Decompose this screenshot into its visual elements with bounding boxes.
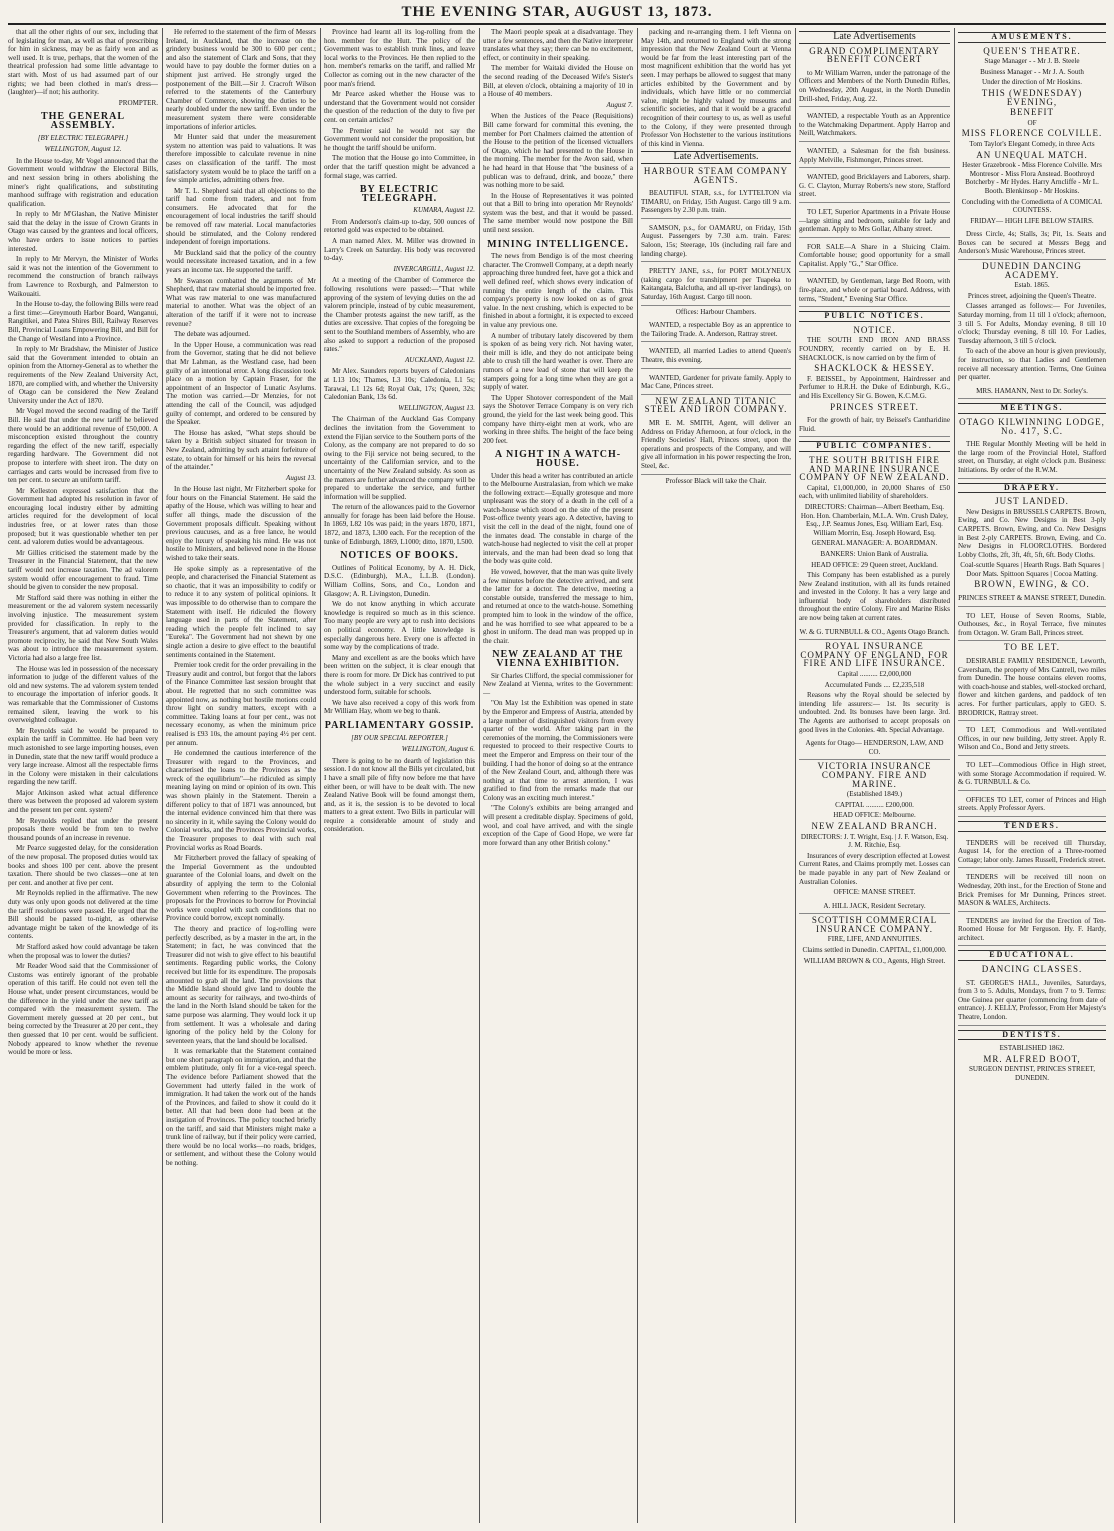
article-paragraph: Mr Reynolds replied in the affirmative. The new duty was only upon goods not delivered at the time the tariff resolutions were passed. He urged that the Bill should be passed to-night, as otherwise advantage might be taken of the knowledge of its contents.	[8, 889, 158, 941]
advertisement: THE SOUTH END IRON AND BRASS FOUNDRY, recently carried on by E. H. SHACKLOCK, is now carried on by the firm of	[799, 336, 950, 362]
ad-heading: DUNEDIN DANCING ACADEMY.	[982, 261, 1082, 280]
advertisement: TO LET, Commodious and Well-ventilated Offices, in our new building, Jetty street. Apply R. Wilson and Co., Bond and Jetty streets.	[958, 723, 1106, 756]
bankers: BANKERS: Union Bank of Australia.	[820, 549, 929, 558]
firm-name: BROWN, EWING, & CO.	[974, 579, 1090, 590]
ad-heading: JUST LANDED.	[995, 496, 1069, 507]
article-paragraph: that all the other rights of our sex, including that of legislating for man, as well as that of prescribing for him in sickness, may be as fairly won and as well used. It is true, perhaps, that the women of the theatrical profession had some little advantage to start with. Most of us had assumed part of our rights; we had been clothed in man's dress—(laughter)—if not; his authority.	[8, 28, 158, 97]
advertisement: Reasons why the Royal should be selected by intending life assurers:— 1st. Its security is undoubted. 2nd. Its bonuses have been large. 3rd. The Agents are authorised to accept proposals on good lives in the Colonies. 4th. Special Advantage.	[799, 691, 950, 734]
article-paragraph: The Premier said he would not say the Government would not consider the proposition, but he thought the tariff should be uniform.	[324, 126, 475, 152]
advertisement: WANTED, a respectable Boy as an apprentice to the Tailoring Trade. A. Anderson, Rattray street.	[641, 318, 791, 342]
article-paragraph: The Maori people speak at a disadvantage. They utter a few sentences, and then the Native interpreter translates what they say; there can be no excitement, effect, or continuity in their speaking.	[483, 28, 633, 62]
article-paragraph: From Anderson's claim-up to-day, 500 ounces of retorted gold was expected to be obtained.	[324, 217, 475, 235]
section-heading: DRAPERY.	[958, 483, 1106, 494]
column-3	[324, 28, 475, 1523]
advertisement: SURGEON DENTIST, PRINCES STREET, DUNEDIN.	[968, 1065, 1096, 1082]
section-heading: AMUSEMENTS.	[958, 32, 1106, 43]
ad-heading: THE SOUTH BRITISH FIRE AND MARINE INSURANCE COMPANY OF NEW ZEALAND.	[799, 454, 950, 483]
article-paragraph: When the Justices of the Peace (Requisitions) Bill came forward for committal this evening, the member for Port Chalmers claimed the attention of the House to the petition of the licensed victuallers of Otago, which he had presented to the House in the morning. The member for the Avon said, when he had heard in that House that "the business of a publican was to defraud, drink, and booze," there was nothing more to be said.	[483, 112, 633, 190]
article-paragraph: In the House to-day, Mr Vogel announced that the Government would withdraw the Electoral Bills, and next session bring in others abolishing the miner's right qualifications, and substituting manhood suffrage with registration and education qualification.	[8, 156, 158, 208]
advertisement: WANTED, Gardener for private family. Apply to Mac Cane, Princes street.	[641, 371, 791, 395]
column-4	[483, 28, 633, 1523]
dateline: KUMARA, August 12.	[413, 206, 475, 215]
address: OFFICE: MANSE STREET.	[833, 888, 916, 897]
article-paragraph: The debate was adjourned.	[174, 330, 251, 339]
byline: [BY ELECTRIC TELEGRAPH.]	[37, 133, 129, 142]
dateline: August 13.	[286, 473, 316, 482]
section-heading: EDUCATIONAL.	[958, 950, 1106, 961]
article-paragraph: The House was led in possession of the necessary information to judge of the different values of the old and new systems. The ad valorem system tended to encourage the importation of inferior goods. It was remarkable that the Commissioner of Customs remained silent, leaving the work to his overweighted colleague.	[8, 664, 158, 725]
article-paragraph: Mr Pearce asked whether the House was to understand that the Government would not consider the question of the reduction of the duty to five per cent. on certain articles?	[324, 90, 475, 124]
ad-heading: MR. ALFRED BOOT,	[983, 1053, 1081, 1064]
article-paragraph: He referred to the statement of the firm of Messrs Ireland, in Auckland, that the increase on the grindery business would be 300 to 600 per cent.; and also the statement of Clark and Sons, that they would have to pay double the former duties on a shipment just arrived. He strongly urged the postponement of the Bill.—Sir J. Cracroft Wilson referred to the statements of the Canterbury Chamber of Commerce, showing the duties to be nearly doubled under the new tariff. Even under the measurement system there were considerable importations of inferior articles.	[166, 28, 316, 131]
column-6	[799, 28, 950, 1523]
article-paragraph: Mr Fitzherbert proved the fallacy of speaking of the Imperial Government as the undoubted guarantee of the Colonial loans, and dwelt on the absurdity of applying the term to the Colonial Government when referring to the Provinces. The proposals for the Provinces to borrow for Provincial works were coupled with such conditions that no Province could borrow, except nominally.	[166, 854, 316, 923]
agents: WILLIAM BROWN & CO., Agents, High Street.	[803, 956, 946, 965]
advertisement: WANTED, a respectable Youth as an Apprentice to the Watchmaking Department. Apply Harrop and Neill, Watchmakers.	[799, 109, 950, 142]
advertisement: TO LET—Commodious Office in High street, with some Storage Accommodation if required. W. & G. TURNBULL & Co.	[958, 758, 1106, 791]
capital: CAPITAL .......... £200,000.	[835, 800, 914, 809]
article-paragraph: We do not know anything in which accurate knowledge is required so much as in this science. Too many people are very apt to rush into decisions on political economy. A little knowledge is especially dangerous here. Every one is affected in some way by the complications of trade.	[324, 600, 475, 652]
firm-name: SHACKLOCK & HESSEY.	[814, 363, 935, 374]
article-paragraph: "On May 1st the Exhibition was opened in state by the Emperor and Empress of Austria, attended by a large number of distinguished visitors from every quarter of the world. After taking part in the ceremonies of the morning, the Commissioners were requested to proceed to their respective Courts to meet the Emperor and Empress on their tour of the building. I had the honor of doing so at the entrance of the New Zealand Court, and, although there was nothing at that time to arrest attention, I was gratified to find from the remarks made that our Colony was an exciting much interest."	[483, 699, 633, 802]
column-7	[958, 28, 1106, 1523]
section-heading: PARLIAMENTARY GOSSIP.	[324, 719, 475, 731]
article-paragraph: Under this head a writer has contributed an article to the Melbourne Australasian, from which we make the following extract:—Equally grotesque and more unpleasant was the story of a death in the cell of a watch-house which stood on the site of the present Post-office twenty years ago. A detective, having to visit the cell in the dead of the night, found one of the inmates dead. The constable in charge of the watch-house had neglected to visit the cell at proper intervals, and the man had been dead so long that the body was quite cold.	[483, 471, 633, 566]
byline: [BY OUR SPECIAL REPORTER.]	[351, 733, 448, 742]
dateline: WELLINGTON, August 13.	[398, 403, 475, 412]
article-paragraph: He spoke simply as a representative of the people, and characterised the Financial Statement as so chaotic, that it was an impossibility to codify or to reduce it to any system of political opinions. It was impossible to do otherwise than to compare the Statement with itself. He ridiculed the flowery language used in parts of the Statement, after reading which the people felt inclined to say "Eureka". The Government had not shewn by one single action a desire to give effect to the beautiful sentiments contained in the Statement.	[166, 564, 316, 659]
advertisement: Classes arranged as follows:— For Juveniles, Saturday morning, from 11 till 1 o'clock; afternoon, 3 till 5. For Adults, Monday evening, 8 till 10 o'clock; Thursday evening, 8 till 10. For Ladies, Tuesday afternoon, 3 till 5 o'clock.	[958, 302, 1106, 345]
advertisement: New Designs in BRUSSELS CARPETS. Brown, Ewing, and Co. New Designs in Best 3-ply CARPETS. Brown, Ewing, and Co. New Designs in Best 2-ply CARPETS. Brown, Ewing, and Co. New Designs in FLOORCLOTHS. Bordered Lobby Cloths, 2ft, 3ft, 4ft, 5ft, 6ft. Body Cloths.	[958, 507, 1106, 559]
advertisement: Claims settled in Dunedin. CAPITAL, £1,000,000.	[802, 946, 947, 955]
section-heading: TENDERS.	[958, 821, 1106, 832]
article-paragraph: Mr Reynolds replied that under the present proposals there would be from ten to twelve thousand pounds of an increase in revenue.	[8, 816, 158, 842]
advertisement: Insurances of every description effected at Lowest Current Rates, and Claims promptly met. Losses can be made payable in any part of New Zealand or Australian Colonies.	[799, 851, 950, 886]
article-paragraph: "The Colony's exhibits are being arranged and will present a creditable display. Specimens of gold, wool, and coal have arrived, and with the single exception of the Cape of Good Hope, we were far more forward than any other British colony."	[483, 804, 633, 847]
capital: Capital .......... £2,000,000	[837, 670, 912, 679]
dateline: AUCKLAND, August 12.	[405, 355, 475, 364]
section-heading: THE GENERAL ASSEMBLY.	[40, 111, 126, 131]
article-paragraph: Mr T. L. Shepherd said that all objections to the tariff had come from traders, and not from consumers. He advocated that for the encouragement of local industries the tariff should be removed off raw material. Local manufactories should be stimulated, and the Colony rendered independent of foreign importations.	[166, 186, 316, 247]
article-paragraph: Mr Stafford said there was nothing in either the measurement or the ad valorem system necessarily involving injustice. The measurement system provided for classification. In reply to the Treasurer's argument, that ad valorem duties would promote reciprocity, he said that New South Wales was about to introduce the measurement system. Victoria had also a large free list.	[8, 593, 158, 662]
section-heading: NEW ZEALAND AT THE VIENNA EXHIBITION.	[492, 649, 624, 669]
advertisement: F. BEISSEL, by Appointment, Hairdresser and Perfumer to H.R.H. the Duke of Edinburgh, K.G., and His Excellency Sir G. Bowen, K.C.M.G.	[799, 374, 950, 400]
article-paragraph: He condemned the cautious interference of the Treasurer with regard to the Provinces, and characterised the loans to the Provinces as "the wreck of the equilibrium"—he ridiculed as simply meaning laying on mind or opinion of its own. This was shown plainly in the Statement. Therein a different policy to that of 1871 was announced, but the internal evidence convinced him that there was no sincerity in it, while saying the Colony would do Colonial works, and the Provinces Provincial works, the Treasurer proposes to deal with such real Provincial works as Road Boards.	[166, 749, 316, 852]
masthead: THE EVENING STAR, AUGUST 13, 1873.	[401, 4, 713, 20]
article-paragraph: Mr Swanson combatted the arguments of Mr Shepherd, that raw material should be imported free. What was raw material to one was manufactured material to another. What was the object of an alteration of the tariff if it were not to increase revenue?	[166, 276, 316, 328]
article-paragraph: Mr Reader Wood said that the Commissioner of Customs was entirely ignorant of the probable operation of this tariff. He could not even tell the House what, under present circumstances, would be the difference in the yield under the new tariff as compared with the measurement system. The Government merely guessed at 20 per cent., but being corrected by the Treasurer at 20 per cent., they then guessed that 10 per cent. would be sufficient. Nobody appeared to know whether the revenue would be more or less.	[8, 962, 158, 1057]
column-2	[166, 28, 316, 1523]
ad-signature: MRS. HAMANN, Next to Dr. Sorley's.	[958, 384, 1106, 400]
agents: A. HILL JACK, Resident Secretary.	[799, 899, 950, 915]
article-paragraph: The member for Waitaki divided the House on the second reading of the Deceased Wife's Sister's Bill, at eleven o'clock, obtaining a majority of 10 in a House of 40 members.	[483, 64, 633, 99]
ad-signature: Professor Black will take the Chair.	[665, 476, 767, 485]
play-title: AN UNEQUAL MATCH.	[976, 149, 1088, 160]
section-heading: PUBLIC COMPANIES.	[799, 441, 950, 452]
column-divider	[320, 28, 321, 1523]
column-divider	[162, 28, 163, 1523]
beneficiary: MISS FLORENCE COLVILLE.	[961, 128, 1103, 139]
advertisement: PRETTY JANE, s.s., for PORT MOLYNEUX (taking cargo for transhipment per Tuapeka to Kaitangata, Balclutha, and all up-river landings), on Saturday, 16th August. Cargo till noon.	[641, 264, 791, 305]
ad-heading: QUEEN'S THEATRE.	[983, 45, 1081, 56]
article-paragraph: In the House of Representatives it was pointed out that a Bill to bring into operation Mr Reynolds' system was the best, and that it would be passed. The same member would now postpone the Bill until next session.	[483, 191, 633, 235]
benefit: BENEFIT	[1010, 107, 1054, 118]
address: Princes street, adjoining the Queen's Theatre.	[967, 291, 1097, 300]
column-divider	[479, 28, 480, 1523]
advertisement: TENDERS are invited for the Erection of Ten-Roomed House for Mr Ferguson. Hy. F. Hardy, architect.	[958, 914, 1106, 947]
article-paragraph: The news from Bendigo is of the most cheering character. The Cromwell Company, at a depth nearly approaching three hundred feet, have got a thick and well defined reef, which shows every indication of running the entire length of the claim. This company's property is now looked on as of great value. In the next crushing, which is expected to be finished in about a fortnight, it is expected to exceed in value any previous one.	[483, 252, 633, 329]
play-description: Tom Taylor's Elegant Comedy, in three Acts	[969, 139, 1095, 148]
article-paragraph: In the House to-day, the following Bills were read a first time:—Greymouth Harbor Board, Wanganui, Rangitikei, and Patea Shires Bill, Railway Reserves Bill, Provincial Loans Empowering Bill, and Bill for the Change of Westland into a Province.	[8, 300, 158, 343]
article-signature: PROMPTER.	[118, 98, 158, 107]
ad-heading: DANCING CLASSES.	[981, 964, 1083, 975]
evening: THIS (WEDNESDAY) EVENING,	[981, 87, 1083, 107]
stage-manager: Stage Manager - - Mr J. B. Steele	[984, 57, 1080, 66]
section-heading: DENTISTS.	[958, 1030, 1106, 1041]
advertisement: TO LET, House of Seven Rooms, Stable, Outhouses, &c., in Royal Terrace, five minutes from Octagon. W. Gram Ball, Princes street.	[958, 609, 1106, 642]
article-paragraph: We have also received a copy of this work from Mr William Hay, whom we beg to thank.	[324, 698, 475, 716]
section-heading: MINING INTELLIGENCE.	[487, 238, 629, 250]
advertisement: WANTED, a Salesman for the fish business. Apply Melville, Fishmonger, Princes street.	[799, 144, 950, 168]
article-paragraph: Mr Buckland said that the policy of the country would necessitate increased taxation, and in a few years an income tax. He supported the tariff.	[166, 248, 316, 275]
article-paragraph: He vowed, however, that the man was quite lively a few minutes before the detective arrived, and sent the latter for a doctor. The detective, meeting a constable outside, transferred the message to him, and returned at once to the watch-house. Something prompted him to look in the window of the office, and he was horrified to see what appeared to be a ghost in uniform. The dead man was propped up in the chair.	[483, 568, 633, 645]
directors: DIRECTORS: Chairman—Albert Beetham, Esq. Hon. Hon. Chamberlain, M.L.A. Wm. Crush Daley, Esq., J.P. Seamus Jones, Esq. William Earl, Esq. William Morrin, Esq. Joseph Howard, Esq.	[800, 502, 949, 537]
dateline: WELLINGTON, August 6.	[401, 745, 475, 754]
section-heading: Late Advertisements.	[641, 151, 791, 164]
article-paragraph: The theory and practice of log-rolling were perfectly described, as by a master in the art, in the Statement; in fact, he was convinced that the Treasurer did not wish to give effect to his beautiful sentiments. Regarding public works, the Colony received but little for its expenditure. The proposals amounted to grab all the land. The provisions that the Middle Island should give land to double the amount as security for railways, and two-thirds of the land in the North Island should be taken for the same purpose was alarming. They would lock it up from settlement. It was a wholesale and daring ignoring of the policy held by the Colony for seventeen years, that the land should be localised.	[166, 924, 316, 1045]
article-paragraph: Mr Stafford asked how could advantage be taken when the proposal was to lower the duties?	[8, 942, 158, 960]
manager: GENERAL MANAGER: A. BOARDMAN.	[811, 539, 938, 548]
advertisement: WANTED, all married Ladies to attend Queen's Theatre, this evening.	[641, 344, 791, 368]
dateline: WELLINGTON, August 12.	[44, 145, 122, 154]
ad-heading: HARBOUR STEAM COMPANY AGENTS.	[643, 165, 789, 185]
advertisement: to Mr William Warren, under the patronage of the Officers and Members of the North Dunedin Rifles, on Wednesday, 20th August, in the North Dunedin Drill-shed, Friday, Aug. 22.	[799, 66, 950, 107]
advertisement: TENDERS will be received till noon on Wednesday, 20th inst., for the Erection of Stone and Brick Premises for Mr Dunning, Princes street. MASON & WALES, Architects.	[958, 870, 1106, 911]
advertisement: OFFICES TO LET, corner of Princes and High streets. Apply Professor Ayers.	[958, 793, 1106, 817]
conclusion: Concluding with the Comedietta of A COMICAL COUNTESS.	[961, 197, 1103, 215]
article-paragraph: There is going to be no dearth of legislation this session. I do not know all the Bills yet circulated, but I have a small pile of fifty now before me that have either been, or will have to be dealt with. The new Zealand Native Book will be found amongst them, and, as it is, the session is to be devoted to local matters to a great extent. Two Bills in particular will require a considerable amount of study and consideration.	[324, 756, 475, 834]
advertisement: This Company has been established as a purely New Zealand institution, with all its funds retained and invested in the Colony. It has a very large and influential body of shareholders distributed throughout the entire Colony. Fire and Marine Risks are now being taken at current rates.	[799, 571, 950, 623]
established: (Established 1849.)	[846, 790, 903, 799]
article-paragraph: In reply to Mr Bradshaw, the Minister of Justice said that the Government intended to obtain an opinion from the Attorney-General as to whether the requirements of the New Zealand University Act, 1870, are complied with, and whether the University of Otago can be considered the New Zealand University under the Act of 1870.	[8, 345, 158, 405]
article-paragraph: The Chairman of the Auckland Gas Company declines the invitation from the Government to extend the Fijian service to the Southern ports of the Colony, as the company are not prepared to do so owing to the Fiji service not being secured, to the uncertainty of the Californian service, and to the uncertainty of the New Zealand subsidy. As soon as the matters are further advanced the company will be prepared to undertake the service, and further information will be supplied.	[324, 415, 475, 501]
prices: Dress Circle, 4s; Stalls, 3s; Pit, 1s. Seats and Boxes can be secured at Messrs Begg and Anderson's Music Warehouse, Princes street.	[958, 227, 1106, 260]
article-paragraph: Mr Pearce suggested delay, for the consideration of the new proposal. The proposed duties would tax books and shoes 100 per cent. above the present taxation. There should be two classes—one at ten per cent. and another at five per cent.	[8, 844, 158, 887]
section-heading: Late Advertisements	[799, 31, 950, 44]
ad-heading: TO BE LET.	[1004, 642, 1060, 653]
agents: Agents for Otago— HENDERSON, LAW, AND CO.	[799, 736, 950, 760]
ad-signature: Offices: Harbour Chambers.	[675, 307, 757, 316]
advertisement: SAMSON, p.s., for OAMARU, on Friday, 15th August. Passengers by 7.30 a.m. train. Fares: Saloon, 15s; Steerage, 10s (including rail fare and landing charge).	[641, 221, 791, 262]
advertisement: Coal-scuttle Squares | Hearth Rugs. Bath Squares | Door Mats. Spittoon Squares | Cocoa Matting.	[960, 561, 1104, 578]
article-paragraph: Mr Vogel moved the second reading of the Tariff Bill. He said that under the new tariff he believed there would be an additional revenue of £50,000. A misconception existed throughout the country regarding the effect of the new tariff, especially regarding hardware. The Government did not propose to interfere with sheet iron. The duty on carriages and carts would be increased from five to ten per cent. to secure an uniform tariff.	[8, 407, 158, 485]
ad-heading: NEW ZEALAND TITANIC STEEL AND IRON COMPANY.	[644, 395, 788, 415]
section-heading: A NIGHT IN A WATCH-HOUSE.	[494, 449, 622, 469]
advertisement: ST. GEORGE'S HALL, Juveniles, Saturdays, from 3 to 5. Adults, Mondays, from 7 to 9. Terms: One Guinea per quarter (commencing from date of entrance). J. KELLY, Professor, From Her Majesty's Theatre, London.	[958, 976, 1106, 1026]
head-office: HEAD OFFICE: 29 Queen street, Auckland.	[811, 560, 938, 569]
ad-heading: ROYAL INSURANCE COMPANY OF ENGLAND, FOR FIRE AND LIFE INSURANCE.	[800, 641, 949, 669]
address: PRINCES STREET & MANSE STREET, Dunedin.	[958, 591, 1106, 607]
section-heading: MEETINGS.	[958, 403, 1106, 414]
advertisement: DESIRABLE FAMILY RESIDENCE, Leworth, Caversham, the property of Mrs Cantrell, two miles from Dunedin. The house contains eleven rooms, with coach-house and stables, well-stocked orchard, flower and kitchen gardens, and paddock of ten acres. For further particulars, apply to GEO. S. BRODRICK, Rattray street.	[958, 654, 1106, 721]
advertisement: BEAUTIFUL STAR, s.s., for LYTTELTON via TIMARU, on Friday, 15th August. Cargo till 9 a.m. Passengers by 2.30 p.m. train.	[641, 186, 791, 219]
column-5	[641, 28, 791, 1523]
dateline: August 7.	[606, 100, 633, 109]
of-label: OF	[1027, 118, 1037, 127]
ad-heading: VICTORIA INSURANCE COMPANY. FIRE AND MARINE.	[817, 761, 932, 789]
article-paragraph: Many and excellent as are the books which have been written on the subject, it is clear enough that there is room for more. Dr Dick has contrived to put the whole subject in a very succinct and easily understood form, suitable for schools.	[324, 653, 475, 697]
article-paragraph: The motion that the House go into Committee, in order that the tariff question might be advanced a formal stage, was carried.	[324, 154, 475, 180]
article-paragraph: The House has asked, "What steps should be taken by a British subject situated for treason in New Zealand, admitting by such attaint forfeiture of estate, to obtain for himself or his heirs the reversal of the attainder."	[166, 428, 316, 472]
section-heading: BY ELECTRIC TELEGRAPH.	[359, 184, 440, 204]
article-paragraph: Mr Gillies criticised the statement made by the Treasurer in the Financial Statement, that the new tariff would not increase taxation. The ad valorem system would offer encouragement to fraud. Time should be given to consider the new proposal.	[8, 548, 158, 592]
article-paragraph: In reply to Mr M'Glashan, the Native Minister said that the delay in the issue of Crown Grants in Otago was caused by the grantees and local officers, who have orders to issue notices to parties interested.	[8, 210, 158, 253]
advertisement: TO LET, Superior Apartments in a Private House—large sitting and bedroom, suitable for lady and gentleman. Apply to Mrs Gollar, Albany street.	[799, 205, 950, 238]
funds: Accumulated Funds .... £2,235,518	[824, 680, 925, 689]
masthead-rule	[8, 23, 1106, 25]
column-divider	[954, 28, 955, 1523]
advertisement: WANTED, good Bricklayers and Laborers, sharp. G. C. Clayton, Murray Roberts's new store, Stafford street.	[799, 170, 950, 203]
advertisement: WANTED, by Gentleman, large Bed Room, with fire-place, and whole or partial board. Address, with terms, "Student," Evening Star Office.	[799, 274, 950, 307]
article-paragraph: packing and re-arranging them. I left Vienna on May 14th, and returned to England with the strong impression that the New Zealand Court at Vienna would be far from the least interesting part of the most magnificent exhibition that the world has yet seen. I may perhaps be allowed to suggest that many articles exhibited by the Government and by individuals, which have little or no commercial value, might be highly valued by museums and scientific societies, and that it would be a graceful recognition of their courtesy to us, as well as useful to the Colony, if they were presented through Professor Von Hochstetter to the various institutions of this kind in Vienna.	[641, 28, 791, 148]
column-divider	[637, 28, 638, 1523]
article-paragraph: Outlines of Political Economy, by A. H. Dick, D.S.C. (Edinburgh), M.A., L.L.B. (London). William Collins, Sons, and Co., London and Glasgow; A. R. Livingston, Dunedin.	[324, 563, 475, 598]
advertisement: To each of the above an hour is given previously, for instruction, so that Ladies and Gentlemen receive all necessary attention. Terms, One Guinea per quarter.	[958, 347, 1106, 382]
article-paragraph: In reply to Mr Mervyn, the Minister of Works said it was not the intention of the Government to recommend the construction of branch railways from Lawrence to Roxburgh, and Palmerston to Waikouaiti.	[8, 255, 158, 298]
friday-bill: FRIDAY— HIGH LIFE BELOW STAIRS.	[970, 216, 1094, 225]
section-heading: PUBLIC NOTICES.	[799, 311, 950, 322]
article-paragraph: In the House last night, Mr Fitzherbert spoke for four hours on the Financial Statement. He said the apathy of the House, which was willing to hear and suffer all things, made the discussion of the Government proposals difficult. Speaking without previous caucuses, and as a free lance, he would enjoy the luxury of speaking his mind. He was not hostile to Ministers, and believed none in the House wished to take their seats.	[166, 485, 316, 563]
column-divider	[795, 28, 796, 1523]
ad-heading: NOTICE.	[853, 324, 896, 335]
advertisement: MR E. M. SMITH, Agent, will deliver an Address on Friday Afternoon, at four o'clock, in the Friendly Societies' Hall, Princes street, upon the operations and prospects of the Company, and will give all information in his power respecting the Iron, Steel, &c.	[641, 416, 791, 475]
head-office: HEAD OFFICE: Melbourne.	[833, 811, 916, 820]
advertisement: TENDERS will be received till Thursday, August 14, for the erection of a Three-roomed Cottage; labor only. James Russell, Frederick street.	[958, 836, 1106, 869]
directors: DIRECTORS: J. T. Wright, Esq. | J. F. Watson, Esq. J. M. Ritchie, Esq.	[800, 832, 949, 850]
article-paragraph: It was remarkable that the Statement contained but one short paragraph on immigration, and that the emblem plutitude, only fit for a vice-regal speech. The evidence before Parliament showed that the Government had utterly failed in the work of immigration. It had taken the work out of the hands of the Provinces, and failed to show it could do it better. All that had been done had been at the instigation of Provinces. The policy touched briefly on the tariff, and said that Ministers might make a trunk line of railway, but if their policy were carried, there would be no local works—no roads, bridges, or settlement, and without these the Colony would be nothing.	[166, 1047, 316, 1167]
article-paragraph: A man named Alex. M. Miller was drowned in Larry's Creek on Saturday. His body was recovered to-day.	[324, 237, 475, 263]
agents: W. & G. TURNBULL & CO., Agents Otago Branch.	[799, 625, 950, 641]
direction: Under the direction of Mr Hoskins.	[981, 78, 1083, 87]
ad-heading: GRAND COMPLIMENTARY BENEFIT CONCERT	[809, 45, 940, 65]
established: Estab. 1865.	[1014, 281, 1050, 290]
dateline: INVERCARGILL, August 12.	[393, 264, 475, 273]
section-heading: NOTICES OF BOOKS.	[340, 550, 459, 562]
article-paragraph: Sir Charles Clifford, the special commissioner for New Zealand at Vienna, writes to the Government:—	[483, 671, 633, 697]
article-paragraph: In the Upper House, a communication was read from the Governor, stating that he did not believe that Mr Lahman, as the Westland case, had been guilty of an intentional error. A long discussion took place on a motion by Captain Fraser, for the appointment of an Inspector of Lunatic Asylums. The motion was carried.—Dr Menzies, for not attending the call of the Council, was adjudged guilty of contempt, and ordered to be censured by the Speaker.	[166, 340, 316, 427]
article-paragraph: Major Atkinson asked what actual difference there was between the proposed ad valorem system and the present ten per cent. system?	[8, 788, 158, 815]
advertisement: FIRE, LIFE, AND ANNUITIES.	[827, 935, 922, 944]
article-paragraph: A number of tributary lately discovered by them is spoken of as being very rich. Not having water, their mill is idle, and they do not anticipate being able to crush till the hard weather is over. There are rumors of a new lead of stone that will keep the stampers going for a long time when they are got a supply of water.	[483, 331, 633, 392]
branch: NEW ZEALAND BRANCH.	[811, 820, 938, 831]
column-1	[8, 28, 158, 1523]
business-manager: Business Manager - - Mr J. A. South	[980, 67, 1084, 76]
article-paragraph: The return of the allowances paid to the Governor annually for forage has been laid before the House. In 1869, L82 10s was paid; in the years 1870, 1871, 1872, and 1873, L300 each. For the reception of the tunke of Edinburgh, 1869, L1000; ditto, 1870, L500.	[324, 503, 475, 546]
article-paragraph: At a meeting of the Chamber of Commerce the following resolutions were passed:—"That while approving of the system of levying duties on the ad valorem principle, instead of by cubic measurement, the Chamber protests against the new tariff, as the duties are excessive. That copies of the foregoing be sent to the Southland members of Assembly, who are also asked to support a reduction of the proposed rates."	[324, 276, 475, 354]
article-paragraph: Mr Hunter said that under the measurement system no attention was paid to valuations. It was therefore impossible to calculate revenue in nine cases on classification of the tariff. The most satisfactory system would be to place the tariff on a few simple articles, admitting others free.	[166, 133, 316, 185]
ad-heading: OTAGO KILWINNING LODGE, No. 417, S.C.	[959, 416, 1105, 436]
article-paragraph: Mr Kelleston expressed satisfaction that the Government had adopted his resolution in favor of encouraging local industry either by admitting articles required for the development of local industries free, or at lower rates than those proposed; but it was questionable whether ten per cent. ad valorem duties would be advantageous.	[8, 486, 158, 547]
advertisement: THE Regular Monthly Meeting will be held in the large room of the Provincial Hotel, Stafford street, on Thursday, at eight o'clock p.m. Business: Initiations. By order of the R.W.M.	[958, 437, 1106, 478]
advertisement: Capital, £1,000,000, in 20,000 Shares of £50 each, with unlimited liability of shareholders.	[799, 483, 950, 501]
address: PRINCES STREET.	[830, 401, 919, 412]
cast: Hester Grazebrook - Miss Florence Colville. Mrs Montresor - Miss Flora Anstead. Boothroyd Botcherby - Mr Hydes. Harry Arncliffe - Mr L. Booth. Blenkinsop - Mr Hoskins.	[962, 161, 1102, 195]
advertisement: FOR SALE—A Share in a Sluicing Claim. Comfortable house; good opportunity for a small Capitalist. Apply "G.," Star Office.	[799, 240, 950, 273]
article-paragraph: Premier took credit for the order prevailing in the Treasury audit and control, but forgot that the labors of the Finance Committee last session brought that about. He regretted that no such committee was appointed now, as nothing but hostile motions could throw light on sundry matters, except with a committee. Taking loans at four per cent., was not necessary economy, as when the minimum price realised is £93 10s, the amount paying 4½ per cent. per annum.	[166, 661, 316, 747]
article-paragraph: Mr Reynolds said he would be prepared to explain the tariff in Committee. He had been very much astonished to see large importing houses, even in Dunedin, state that the new tariff would produce a very large increase. Almost all the respectable firms in the Colony were mistaken in their calculations regarding the new tariff.	[8, 726, 158, 787]
ad-heading: SCOTTISH COMMERCIAL INSURANCE COMPANY.	[811, 915, 938, 934]
article-paragraph: The Upper Shotover correspondent of the Mail says the Shotover Terrace Company is on very rich ground, the yield for the last week being good. This company have thirty-eight men at work, who are working in three shifts. The height of the face being 200 feet.	[483, 393, 633, 445]
established: ESTABLISHED 1862.	[999, 1044, 1065, 1053]
advertisement: For the growth of hair, try Beissel's Cantharidine Fluid.	[799, 413, 950, 437]
article-paragraph: Mr Alex. Saunders reports buyers of Caledonians at L13 10s; Thames, L3 10s; Caledonia, L1 5s; Tarawai, L1 12s 6d; Royal Oak, 17s; Queen, 32s; Caledonian Bank, 13s 6d.	[324, 367, 475, 402]
article-paragraph: Province had learnt all its log-rolling from the hon. member for the Hutt. The policy of the Government was to establish trunk lines, and leave local works to the Provinces. He then replied to the hon. member's remarks on the tariff, and rallied Mr Collector as coming out in the new character of the poor man's friend.	[324, 28, 475, 88]
